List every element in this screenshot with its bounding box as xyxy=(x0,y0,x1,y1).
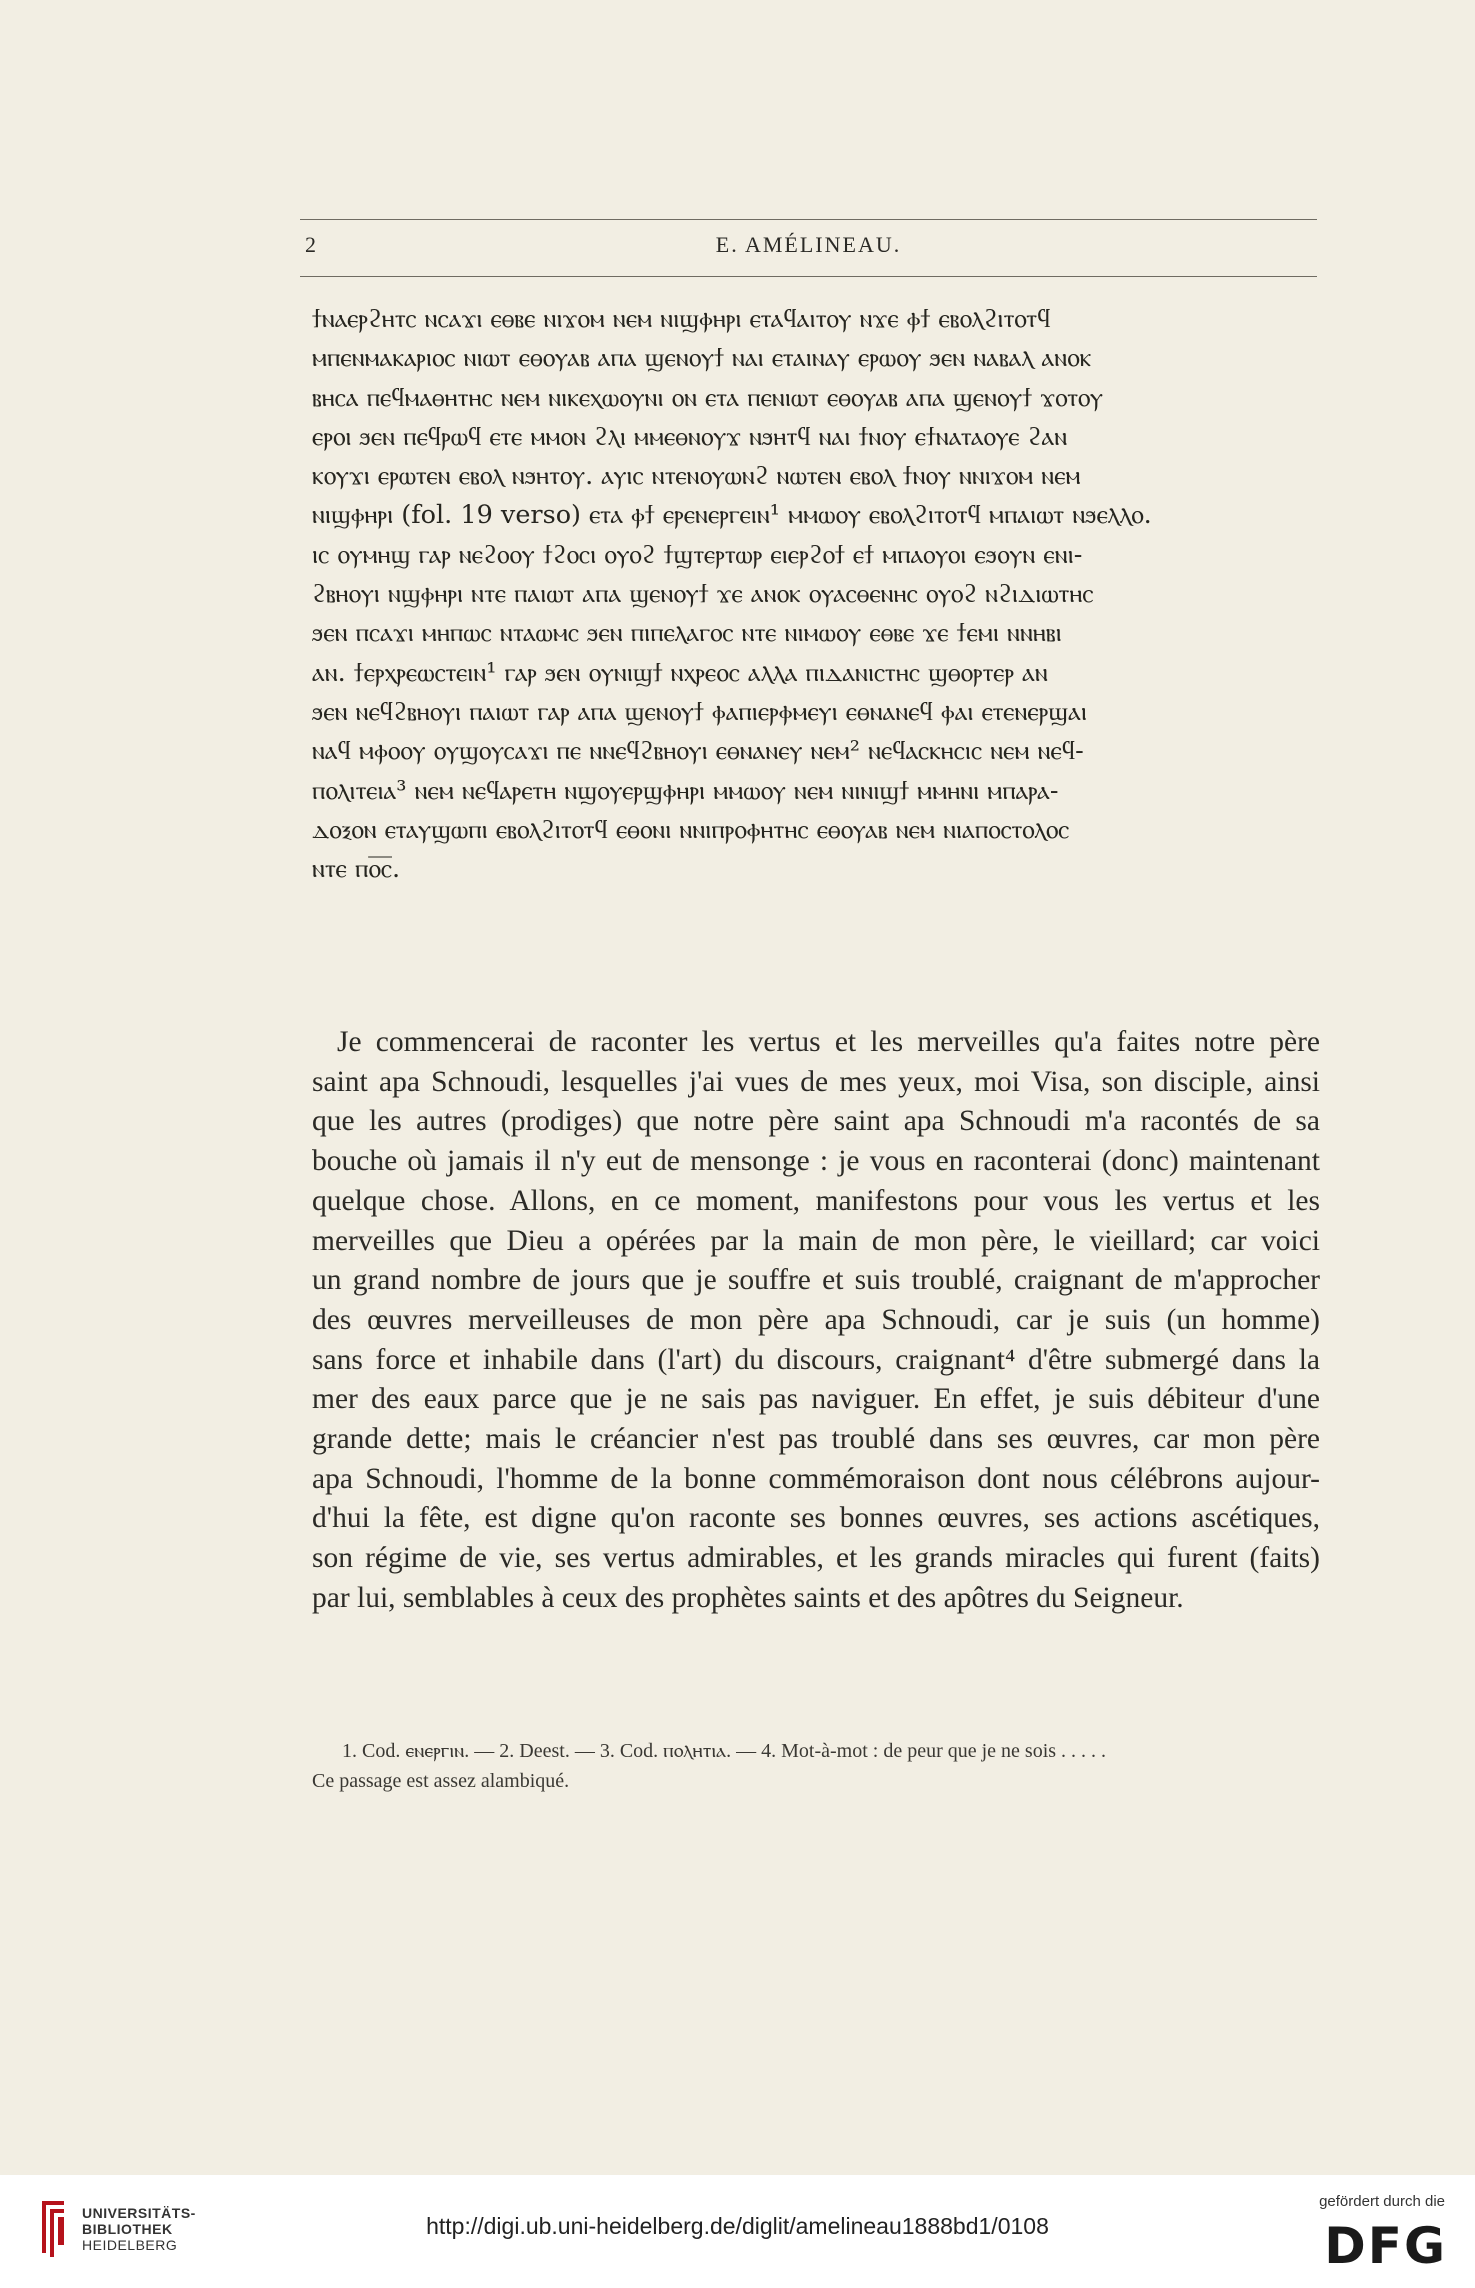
translation-line: que les autres (prodiges) que notre père saint apa Schnoudi m'a racontés de sa xyxy=(312,1105,1320,1138)
translation-line: apa Schnoudi, l'homme de la bonne commémoraison dont nous célébrons aujour- xyxy=(312,1462,1320,1495)
coptic-line: ⲛⲓϣⲫⲏⲣⲓ (fol. 19 verso) ⲉⲧⲁ ⲫϯ ⲉⲣⲉⲛⲉⲣⲅⲉⲓⲛ¹ ⲙⲙⲱⲟⲩ ⲉⲃⲟⲗϩⲓⲧⲟⲧϥ ⲙⲡⲁⲓⲱⲧ ⲛϧⲉⲗⲗⲟ. xyxy=(312,500,1152,531)
translation-line: des œuvres merveilleuses de mon père apa Schnoudi, car je suis (un homme) xyxy=(312,1303,1320,1336)
footnotes xyxy=(312,1736,1322,1796)
library-line: BIBLIOTHEK xyxy=(82,2221,173,2237)
coptic-line: ⲁⲛ. ϯⲉⲣⲭⲣⲉⲱⲥⲧⲉⲓⲛ¹ ⲅⲁⲣ ϧⲉⲛ ⲟⲩⲛⲓϣϯ ⲛⲭⲣⲉⲟⲥ ⲁⲗⲗⲁ ⲡⲓⲇⲁⲛⲓⲥⲧⲏⲥ ϣⲑⲟⲣⲧⲉⲣ ⲁⲛ xyxy=(312,657,1048,688)
page-number: 2 xyxy=(305,232,317,257)
footnote-line: 1. Cod. ⲉⲛⲉⲣⲅⲓⲛ. — 2. Deest. — 3. Cod. ⲡⲟⲗⲏⲧⲓⲁ. — 4. Mot-à-mot : de peur que je ne sois . . . . . xyxy=(342,1740,1107,1762)
translation-line: grande dette; mais le créancier n'est pas troublé dans ses œuvres, car mon père xyxy=(312,1423,1320,1456)
translation-line: d'hui la fête, est digne qu'on raconte ses bonnes œuvres, ses actions ascétiques, xyxy=(312,1502,1320,1535)
coptic-line: ϧⲉⲛ ⲛⲉϥϩⲃⲏⲟⲩⲓ ⲡⲁⲓⲱⲧ ⲅⲁⲣ ⲁⲡⲁ ϣⲉⲛⲟⲩϯ ⲫⲁⲡⲓⲉⲣⲫⲙⲉⲩⲓ ⲉⲑⲛⲁⲛⲉϥ ⲫⲁⲓ ⲉⲧⲉⲛⲉⲣϣⲁⲓ xyxy=(312,696,1087,727)
coptic-line: ϩⲃⲏⲟⲩⲓ ⲛϣⲫⲏⲣⲓ ⲛⲧⲉ ⲡⲁⲓⲱⲧ ⲁⲡⲁ ϣⲉⲛⲟⲩϯ ϫⲉ ⲁⲛⲟⲕ ⲟⲩⲁⲥⲑⲉⲛⲏⲥ ⲟⲩⲟϩ ⲛϩⲓⲇⲓⲱⲧⲏⲥ xyxy=(312,579,1094,610)
translation-line: saint apa Schnoudi, lesquelles j'ai vues de mes yeux, moi Visa, son disciple, ainsi xyxy=(312,1065,1320,1098)
library-line: UNIVERSITÄTS- xyxy=(82,2205,196,2221)
translation-line: par lui, semblables à ceux des prophètes saints et des apôtres du Seigneur. xyxy=(312,1581,1184,1614)
document-url-link[interactable]: http://digi.ub.uni-heidelberg.de/diglit/amelineau1888bd1/0108 xyxy=(426,2213,1049,2239)
coptic-line: ⲕⲟⲩϫⲓ ⲉⲣⲱⲧⲉⲛ ⲉⲃⲟⲗ ⲛϧⲏⲧⲟⲩ. ⲁⲩⲓⲥ ⲛⲧⲉⲛⲟⲩⲱⲛϩ ⲛⲱⲧⲉⲛ ⲉⲃⲟⲗ ϯⲛⲟⲩ ⲛⲛⲓϫⲟⲙ ⲛⲉⲙ xyxy=(312,461,1081,492)
translation-line: mer des eaux parce que je ne sais pas naviguer. En effet, je suis débiteur d'une xyxy=(312,1383,1320,1416)
coptic-line: ⲙⲡⲉⲛⲙⲁⲕⲁⲣⲓⲟⲥ ⲛⲓⲱⲧ ⲉⲑⲟⲩⲁⲃ ⲁⲡⲁ ϣⲉⲛⲟⲩϯ ⲛⲁⲓ ⲉⲧⲁⲓⲛⲁⲩ ⲉⲣⲱⲟⲩ ϧⲉⲛ ⲛⲁⲃⲁⲗ ⲁⲛⲟⲕ xyxy=(312,343,1092,374)
coptic-line: ⲛⲧⲉ ⲡⲟ̅ⲥ̅. xyxy=(312,854,401,885)
translation-line: Je commencerai de raconter les vertus et les merveilles qu'a faites notre père xyxy=(337,1026,1320,1058)
footnote-line: Ce passage est assez alambiqué. xyxy=(312,1770,570,1792)
header-bottom-rule xyxy=(300,276,1317,277)
coptic-line: ⲛⲁϥ ⲙⲫⲟⲟⲩ ⲟⲩϣⲟⲩⲥⲁϫⲓ ⲡⲉ ⲛⲛⲉϥϩⲃⲏⲟⲩⲓ ⲉⲑⲛⲁⲛⲉⲩ ⲛⲉⲙ² ⲛⲉϥⲁⲥⲕⲏⲥⲓⲥ ⲛⲉⲙ ⲛⲉϥ- xyxy=(312,736,1084,767)
coptic-line: ⲓⲥ ⲟⲩⲙⲏϣ ⲅⲁⲣ ⲛⲉϩⲟⲟⲩ ϯϩⲟⲥⲓ ⲟⲩⲟϩ ϯϣⲧⲉⲣⲧⲱⲣ ⲉⲓⲉⲣϩⲟϯ ⲉϯ ⲙⲡⲁⲟⲩⲟⲓ ⲉϧⲟⲩⲛ ⲉⲛⲓ- xyxy=(312,539,1083,570)
coptic-line: ϧⲉⲛ ⲡⲥⲁϫⲓ ⲙⲏⲡⲱⲥ ⲛⲧⲁⲱⲙⲥ ϧⲉⲛ ⲡⲓⲡⲉⲗⲁⲅⲟⲥ ⲛⲧⲉ ⲛⲓⲙⲱⲟⲩ ⲉⲑⲃⲉ ϫⲉ ϯⲉⲙⲓ ⲛⲛⲏⲃⲓ xyxy=(312,618,1062,649)
translation-line: son régime de vie, ses vertus admirables, et les grands miracles qui furent (faits) xyxy=(312,1542,1320,1575)
coptic-text-block xyxy=(312,300,1318,889)
translation-line: merveilles que Dieu a opérées par la main de mon père, le vieillard; car voici xyxy=(312,1224,1320,1257)
coptic-line: ϯⲛⲁⲉⲣϩⲏⲧⲥ ⲛⲥⲁϫⲓ ⲉⲑⲃⲉ ⲛⲓϫⲟⲙ ⲛⲉⲙ ⲛⲓϣⲫⲏⲣⲓ ⲉⲧⲁϥⲁⲓⲧⲟⲩ ⲛϫⲉ ⲫϯ ⲉⲃⲟⲗϩⲓⲧⲟⲧϥ xyxy=(312,304,1051,334)
translation-line: quelque chose. Allons, en ce moment, manifestons pour vous les vertus et les xyxy=(312,1184,1320,1217)
dfg-logo[interactable]: DFG xyxy=(1324,2217,1447,2275)
translation-line: un grand nombre de jours que je souffre et suis troublé, craignant de m'approcher xyxy=(312,1264,1320,1297)
coptic-line: ⲇⲟⲝⲟⲛ ⲉⲧⲁⲩϣⲱⲡⲓ ⲉⲃⲟⲗϩⲓⲧⲟⲧϥ ⲉⲑⲟⲛⲓ ⲛⲛⲓⲡⲣⲟⲫⲏⲧⲏⲥ ⲉⲑⲟⲩⲁⲃ ⲛⲉⲙ ⲛⲓⲁⲡⲟⲥⲧⲟⲗⲟⲥ xyxy=(312,814,1070,845)
library-line: HEIDELBERG xyxy=(82,2237,178,2253)
header-top-rule xyxy=(300,219,1317,220)
french-translation xyxy=(312,1023,1320,1619)
coptic-line: ⲃⲏⲥⲁ ⲡⲉϥⲙⲁⲑⲏⲧⲏⲥ ⲛⲉⲙ ⲛⲓⲕⲉⲭⲱⲟⲩⲛⲓ ⲟⲛ ⲉⲧⲁ ⲡⲉⲛⲓⲱⲧ ⲉⲑⲟⲩⲁⲃ ⲁⲡⲁ ϣⲉⲛⲟⲩϯ ϫⲟⲧⲟⲩ xyxy=(312,382,1104,413)
funding-label: gefördert durch die xyxy=(1319,2193,1445,2210)
running-title: E. AMÉLINEAU. xyxy=(715,232,902,257)
coptic-line: ⲡⲟⲗⲓⲧⲉⲓⲁ³ ⲛⲉⲙ ⲛⲉϥⲁⲣⲉⲧⲏ ⲛϣⲟⲩⲉⲣϣⲫⲏⲣⲓ ⲙⲙⲱⲟⲩ ⲛⲉⲙ ⲛⲓⲛⲓϣϯ ⲙⲙⲏⲛⲓ ⲙⲡⲁⲣⲁ- xyxy=(312,775,1059,806)
translation-line: bouche où jamais il n'y eut de mensonge : je vous en raconterai (donc) maintenant xyxy=(312,1145,1320,1178)
translation-line: sans force et inhabile dans (l'art) du discours, craignant⁴ d'être submergé dans la xyxy=(312,1343,1320,1376)
viewer-footer xyxy=(0,2175,1475,2288)
coptic-line: ⲉⲣⲟⲓ ϧⲉⲛ ⲡⲉϥⲣⲱϥ ⲉⲧⲉ ⲙⲙⲟⲛ ϩⲗⲓ ⲙⲙⲉⲑⲛⲟⲩϫ ⲛϧⲏⲧϥ ⲛⲁⲓ ϯⲛⲟⲩ ⲉϯⲛⲁⲧⲁⲟⲩⲉ ϩⲁⲛ xyxy=(312,421,1068,452)
